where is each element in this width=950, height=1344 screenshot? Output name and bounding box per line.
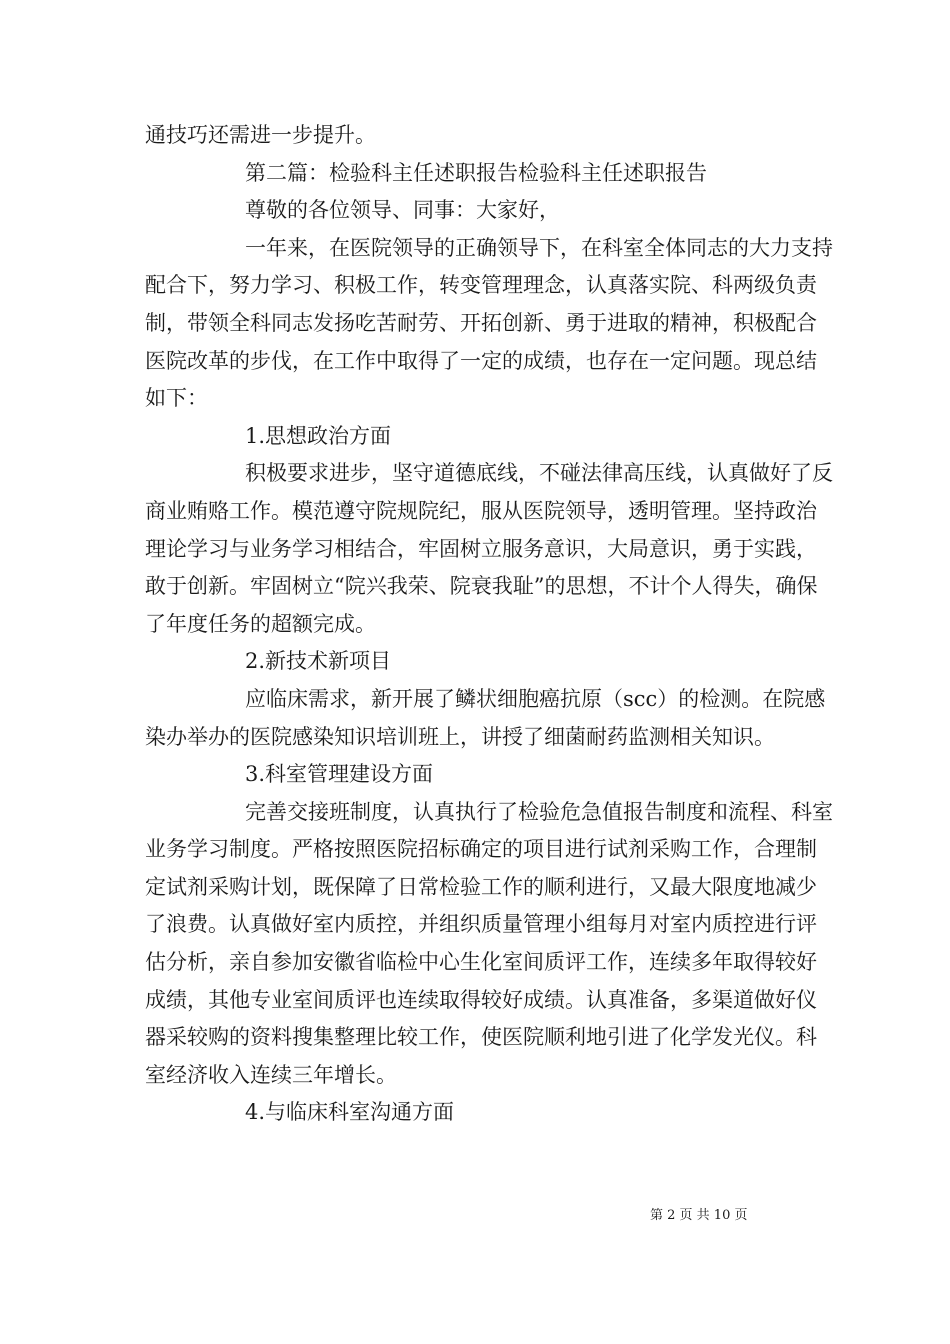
heading-clinical-communication: 4.与临床科室沟通方面 [245,1100,455,1125]
paragraph-department-management: 完善交接班制度，认真执行了检验危急值报告制度和流程、科室业务学习制度。严格按照医院招标确定的项目进行试剂采购工作，合理制定试剂采购计划，既保障了日常检验工作的顺利进行，又最大限度地减少了浪费。认真做好室内质控，并组织质量管理小组每月对室内质控进行评估分析，亲自参加安徽省临检中心生化室间质评工作，连续多年取得较好成绩，其他专业室间质评也连续取得较好成绩。认真准备，多渠道做好仪器采较购的资料搜集整理比较工作，使医院顺利地引进了化学发光仪。科室经济收入连续三年增长。 [145,799,833,1087]
heading-department-management: 3.科室管理建设方面 [245,762,434,787]
paragraph-ideology-politics: 积极要求进步，坚守道德底线，不碰法律高压线，认真做好了反商业贿赂工作。模范遵守院规院纪，服从医院领导，透明管理。坚持政治理论学习与业务学习相结合，牢固树立服务意识，大局意识，勇于实践，敢于创新。牢固树立“院兴我荣、院衰我耻”的思想，不计个人得失，确保了年度任务的超额完成。 [145,461,833,636]
heading-ideology-politics: 1.思想政治方面 [245,423,392,448]
salutation: 尊敬的各位领导、同事：大家好， [245,198,560,223]
heading-new-technology: 2.新技术新项目 [245,649,392,674]
section-heading-part-two: 第二篇：检验科主任述职报告检验科主任述职报告 [245,160,707,185]
paragraph-intro: 一年来，在医院领导的正确领导下，在科室全体同志的大力支持配合下，努力学习、积极工作，转变管理理念，认真落实院、科两级负责制，带领全科同志发扬吃苦耐劳、开拓创新、勇于进取的精神，积极配合医院改革的步伐，在工作中取得了一定的成绩，也存在一定问题。现总结如下： [145,235,833,411]
paragraph-continuation: 通技巧还需进一步提升。 [145,123,376,147]
document-body [145,117,835,1132]
paragraph-new-technology: 应临床需求，新开展了鳞状细胞癌抗原（scc）的检测。在院感染办举办的医院感染知识培训班上，讲授了细菌耐药监测相关知识。 [145,686,826,749]
page-number-footer: 第 2 页 共 10 页 [650,1208,748,1223]
